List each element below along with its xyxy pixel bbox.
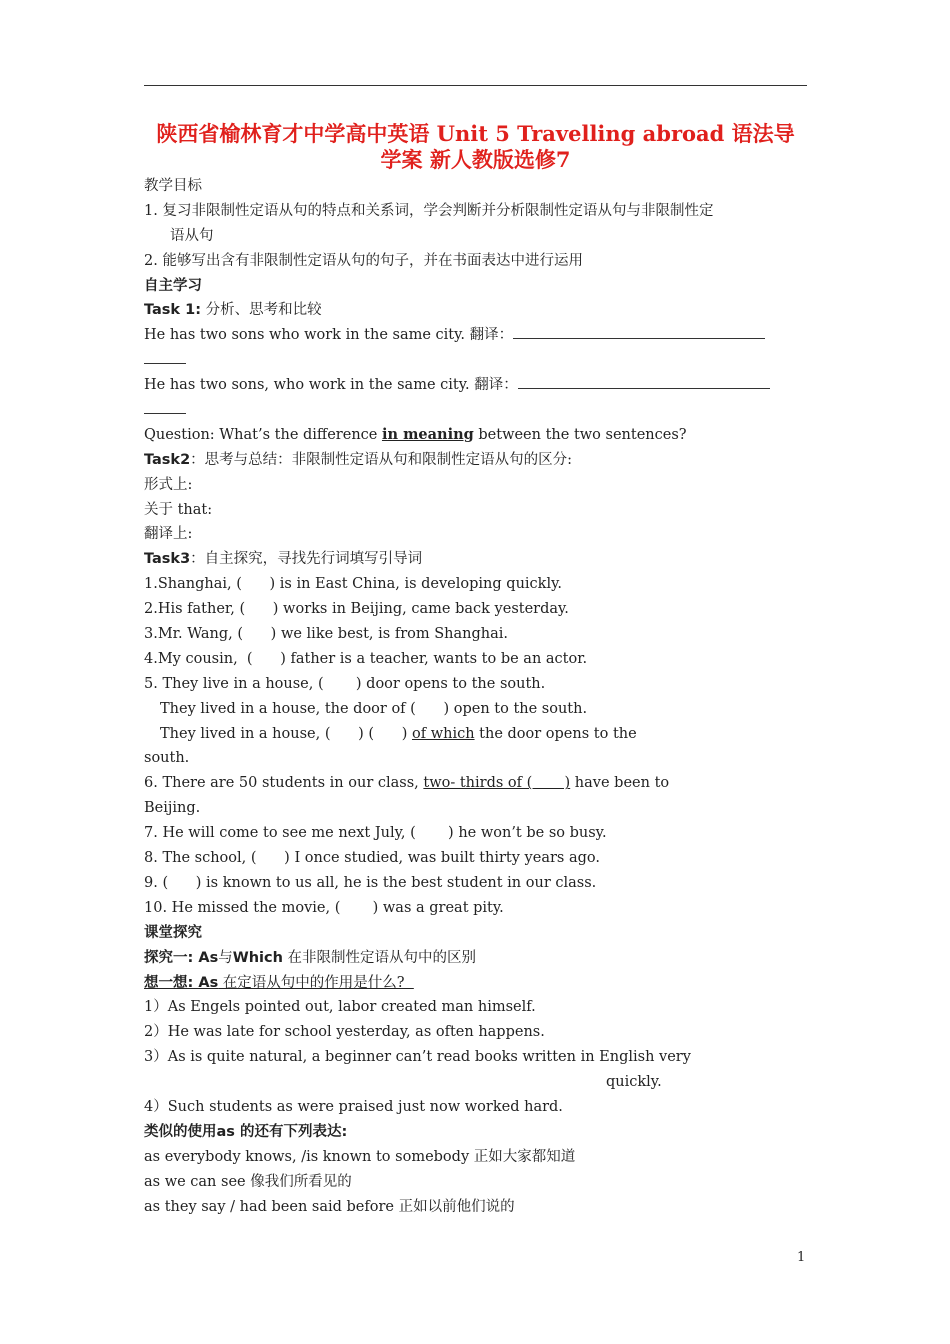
- task3-line: [144, 547, 814, 572]
- task2-line: [144, 448, 814, 473]
- expression-2: as we can see 像我们所看见的: [144, 1173, 352, 1190]
- translation-blank-2[interactable]: [518, 374, 770, 389]
- exercise-6: [144, 771, 814, 796]
- exercise-6-pre: 6. There are 50 students in our class,: [144, 775, 424, 792]
- as-example-3-continued: quickly.: [606, 1074, 662, 1091]
- inquiry-1-mid: 与: [218, 949, 233, 966]
- inquiry-1-label: 探究一: As: [144, 949, 219, 966]
- think-text: 在定语从句中的作用是什么?: [218, 974, 414, 991]
- header-rule: [144, 85, 807, 86]
- expression-3: as they say / had been said before 正如以前他们说的: [144, 1198, 515, 1215]
- translation-blank-1[interactable]: [513, 324, 765, 339]
- sentence-2: [144, 373, 814, 398]
- similar-heading: 类似的使用as 的还有下列表达:: [144, 1123, 348, 1140]
- as-example-2: 2）He was late for school yesterday, as often happens.: [144, 1024, 545, 1041]
- page-number: 1: [797, 1250, 806, 1265]
- task2-text: ：思考与总结：非限制性定语从句和限制性定语从句的区分:: [190, 451, 573, 468]
- exercise-8: 8. The school, ( ) I once studied, was built thirty years ago.: [144, 850, 600, 867]
- inquiry-1-which: Which: [232, 949, 283, 966]
- task1-label: Task 1:: [144, 302, 202, 319]
- exercise-5d: south.: [144, 750, 190, 767]
- as-example-3: 3）As is quite natural, a beginner can’t read books written in English very: [144, 1049, 691, 1066]
- sentence-1-blank-cont: [144, 348, 814, 373]
- as-example-1: 1）As Engels pointed out, labor created man himself.: [144, 999, 536, 1016]
- think-label: 想一想: As: [144, 974, 219, 991]
- question-post: between the two sentences?: [473, 426, 687, 443]
- exercise-5c: [144, 722, 814, 747]
- goal-1: 1. 复习非限制性定语从句的特点和关系词，学会判断并分析限制性定语从句与非限制性定: [144, 202, 714, 219]
- sentence-1: [144, 323, 814, 348]
- task1-text: 分析、思考和比较: [201, 302, 322, 319]
- exercise-2: 2.His father, ( ) works in Beijing, came back yesterday.: [144, 601, 569, 618]
- about-that-line: 关于 that:: [144, 501, 213, 518]
- document-body: [144, 174, 814, 1219]
- goal-2: 2. 能够写出含有非限制性定语从句的句子，并在书面表达中进行运用: [144, 252, 583, 269]
- exercise-5c-underlined: of which: [411, 725, 475, 742]
- title-line-2: 学案 新人教版选修7: [380, 147, 571, 172]
- self-study-heading: 自主学习: [144, 277, 202, 294]
- as-example-4: 4）Such students as were praised just now worked hard.: [144, 1098, 563, 1115]
- inquiry-1-line: [144, 946, 814, 971]
- exercise-6-post: have been to: [570, 775, 670, 792]
- exercise-5b: They lived in a house, the door of ( ) open to the south.: [160, 700, 588, 717]
- task1-line: [144, 298, 814, 323]
- translation-blank-2b[interactable]: [144, 399, 186, 414]
- title-line-1: 陕西省榆林育才中学高中英语 Unit 5 Travelling abroad 语法导: [156, 121, 795, 146]
- inquiry-1-text: 在非限制性定语从句中的区别: [282, 949, 477, 966]
- goal-1-continued: 语从句: [170, 227, 214, 244]
- think-line: [144, 971, 814, 996]
- task3-text: ：自主探究，寻找先行词填写引导词: [190, 551, 423, 568]
- exercise-6b: Beijing.: [144, 800, 201, 817]
- question-emphasis: in meaning: [381, 425, 474, 443]
- question-line: [144, 423, 814, 448]
- sentence-1-text: He has two sons who work in the same city. 翻译：: [144, 327, 514, 344]
- exercise-5c-pre: They lived in a house, ( ) ( ): [160, 725, 412, 742]
- translation-blank-1b[interactable]: [144, 349, 186, 364]
- translation-line: 翻译上:: [144, 526, 193, 543]
- task2-label: Task2: [144, 451, 191, 468]
- exercise-5a: 5. They live in a house, ( ) door opens to the south.: [144, 675, 546, 692]
- exercise-10: 10. He missed the movie, ( ) was a great pity.: [144, 899, 504, 916]
- document-title: [144, 121, 807, 173]
- goals-heading: 教学目标: [144, 178, 202, 194]
- sentence-2-blank-cont: [144, 398, 814, 423]
- classroom-heading: 课堂探究: [144, 924, 202, 941]
- exercise-3: 3.Mr. Wang, ( ) we like best, is from Shanghai.: [144, 626, 508, 643]
- form-line: 形式上:: [144, 476, 193, 493]
- sentence-2-text: He has two sons, who work in the same city. 翻译：: [144, 377, 518, 394]
- exercise-1: 1.Shanghai, ( ) is in East China, is developing quickly.: [144, 576, 562, 593]
- exercise-5c-post: the door opens to the: [474, 725, 637, 742]
- exercise-9: 9. ( ) is known to us all, he is the best student in our class.: [144, 874, 597, 891]
- exercise-7: 7. He will come to see me next July, ( ) he won’t be so busy.: [144, 825, 607, 842]
- expression-1: as everybody knows, /is known to somebody 正如大家都知道: [144, 1148, 576, 1165]
- question-pre: Question: What’s the difference: [144, 426, 382, 443]
- task3-label: Task3: [144, 551, 191, 568]
- exercise-4: 4.My cousin, ( ) father is a teacher, wants to be an actor.: [144, 650, 588, 667]
- exercise-6-underlined: two- thirds of ( ): [423, 775, 571, 792]
